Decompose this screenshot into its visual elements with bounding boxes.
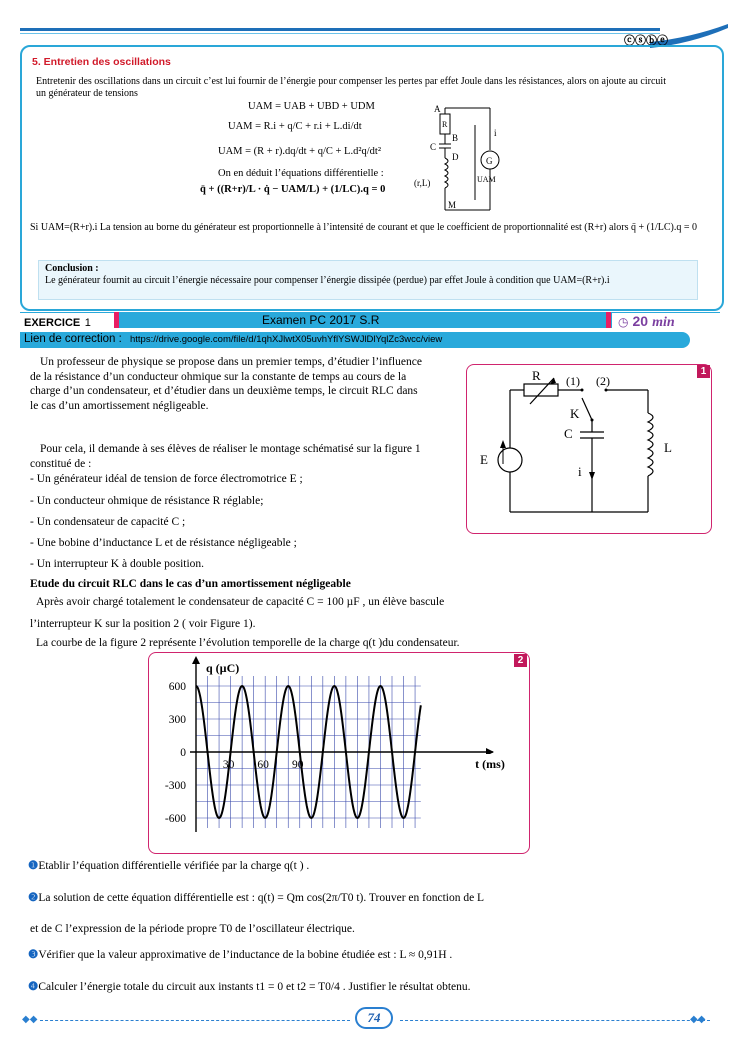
footer-ornament-right: ◆◆ <box>690 1014 706 1025</box>
fig1-label-R: R <box>532 368 541 383</box>
statement-paragraph-5: La courbe de la figure 2 représente l’évolution temporelle de la charge q(t )du condensateur. <box>36 637 460 649</box>
question-2 <box>28 891 484 905</box>
statement-paragraph-1: Un professeur de physique se propose dans un premier temps, d’étudier l’influence de la résistance d’un conducteur ohmique sur la constante de temps au cours de la charge d’un condensateur, et d’étudier dans un deuxième temps, le circuit RLC dans le cas d’un amortissement négligeable. <box>30 356 422 412</box>
question-2-number: ❷ <box>28 892 39 904</box>
correction-link-label: Lien de correction : <box>24 333 122 345</box>
equation-1: UAM = UAB + UBD + UDM <box>248 101 375 112</box>
question-1-text: Etablir l’équation différentielle vérifiée par la charge q(t ) . <box>38 860 310 872</box>
fig1-label-K: K <box>570 406 580 421</box>
conclusion-box <box>38 260 698 300</box>
page-number-badge <box>355 1007 393 1029</box>
circuit-label-M: M <box>448 200 457 210</box>
component-item-5: - Un interrupteur K à double position. <box>30 558 205 570</box>
circuit-label-rL: (r,L) <box>414 178 431 188</box>
y-tick-label: 600 <box>168 681 186 693</box>
exercise-marker-left <box>114 312 119 328</box>
section-intro: Entretenir des oscillations dans un circuit c’est lui fournir de l’énergie pour compenser les pertes par effet Joule dans les résistances, alors on ajoute au circuit un générateur de tensions <box>36 76 666 99</box>
rlc-generator-circuit <box>410 100 530 215</box>
question-4-text: Calculer l’énergie totale du circuit aux instants t1 = 0 et t2 = T0/4 . Justifier le résultat obtenu. <box>38 981 471 993</box>
question-2-text: La solution de cette équation différentielle est : q(t) = Qm cos(2π/T0 t). Trouver en fonction de L <box>38 892 485 904</box>
figure-1-circuit <box>470 368 700 528</box>
fig1-label-E: E <box>480 452 488 467</box>
fig1-label-i: i <box>578 464 582 479</box>
page-number: 74 <box>367 1010 381 1025</box>
y-tick-label: -300 <box>164 780 186 792</box>
component-item-4: - Une bobine d’inductance L et de résistance négligeable ; <box>30 537 297 549</box>
fig1-label-pos1: (1) <box>566 374 580 388</box>
question-4-number: ❹ <box>28 981 39 993</box>
statement-paragraph-3: Après avoir chargé totalement le condensateur de capacité C = 100 µF , un élève bascule <box>36 596 445 608</box>
y-axis-label: q (µC) <box>206 661 240 675</box>
y-tick-label: 0 <box>180 747 186 759</box>
circuit-label-C: C <box>430 142 437 152</box>
footer-rule-left <box>40 1020 350 1021</box>
equation-2: UAM = R.i + q/C + r.i + L.di/dt <box>228 121 362 132</box>
circuit-label-G: G <box>486 156 493 166</box>
header-rule <box>20 28 660 31</box>
figure-1-badge: 1 <box>697 365 710 378</box>
statement-paragraph-2: Pour cela, il demande à ses élèves de réaliser le montage schématisé sur la figure 1 constitué de : <box>30 443 421 470</box>
component-item-3: - Un condensateur de capacité C ; <box>30 516 186 528</box>
circuit-label-A: A <box>434 104 441 114</box>
question-2b-text: et de C l’expression de la période propre T0 de l’oscillateur électrique. <box>30 923 355 935</box>
question-4 <box>28 980 471 994</box>
exam-title: Examen PC 2017 S.R <box>262 313 380 327</box>
question-2-continued <box>30 922 355 936</box>
y-tick-label: -600 <box>164 813 186 825</box>
footer-rule-right <box>400 1020 710 1021</box>
equation-4: q̈ + ((R+r)/L · q̇ − UAM/L) + (1/LC).q = 0 <box>200 184 386 195</box>
clock-icon: ◷ <box>618 315 629 329</box>
question-3 <box>28 948 452 962</box>
fig1-label-C: C <box>564 426 573 441</box>
exercise-number: 1 <box>84 317 91 329</box>
duration-box <box>612 312 720 328</box>
circuit-label-i: i <box>494 128 497 138</box>
fig1-label-L: L <box>664 440 672 455</box>
equation-3: UAM = (R + r).dq/dt + q/C + L.d²q/dt² <box>218 146 381 157</box>
question-3-number: ❸ <box>28 949 39 961</box>
duration-value: 20 <box>632 313 649 329</box>
deduce-text: On en déduit l’équations différentielle : <box>218 168 384 179</box>
question-3-text: Vérifier que la valeur approximative de l’inductance de la bobine étudiée est : L ≈ 0,91H . <box>38 949 453 961</box>
statement-paragraph-4: l’interrupteur K sur la position 2 ( voir Figure 1). <box>30 618 256 630</box>
circuit-label-B: B <box>452 133 459 143</box>
question-1-number: ❶ <box>28 860 39 872</box>
x-axis-label: t (ms) <box>475 757 505 771</box>
circuit-label-UAM: UAM <box>477 175 496 184</box>
conclusion-title: Conclusion : <box>45 263 99 274</box>
footer-ornament-left: ◆◆ <box>22 1014 38 1025</box>
y-axis-arrow <box>192 656 200 664</box>
study-subtitle: Etude du circuit RLC dans le cas d’un amortissement négligeable <box>30 578 351 590</box>
circuit-label-R: R <box>442 120 448 129</box>
circuit-label-D: D <box>452 152 459 162</box>
condition-text: Si UAM=(R+r).i La tension au borne du générateur est proportionnelle à l’intensité de courant et que le coefficient de proportionnalité est (R+r) alors q̈ + (1/LC).q = 0 <box>30 222 697 233</box>
fig1-label-pos2: (2) <box>596 374 610 388</box>
conclusion-text: Le générateur fournit au circuit l’énergie nécessaire pour compenser l’énergie dissipée (perdue) par effet Joule à condition que UAM=(R+r).i <box>45 274 610 286</box>
correction-link[interactable]: https://drive.google.com/file/d/1qhXJlwtX05uvhYflYSWJlDlYqlZc3wcc/view <box>130 334 443 345</box>
section-title: 5. Entretien des oscillations <box>32 56 171 68</box>
component-item-1: - Un générateur idéal de tension de force électromotrice E ; <box>30 473 303 485</box>
exercise-marker-right <box>606 312 611 328</box>
question-1 <box>28 859 309 873</box>
figure-2-badge: 2 <box>514 654 527 667</box>
x-tick-label: 90 <box>292 759 304 771</box>
x-tick-label: 60 <box>257 759 269 771</box>
x-tick-label: 30 <box>222 759 235 771</box>
exercise-label-box <box>20 312 118 328</box>
y-tick-label: 300 <box>168 714 186 726</box>
header-rule-light <box>20 33 660 34</box>
cc-license-badge: ⓒⓢⓑⓔ <box>624 34 668 47</box>
exercise-label: EXERCICE <box>24 317 81 329</box>
duration-unit: min <box>652 315 675 330</box>
component-item-2: - Un conducteur ohmique de résistance R réglable; <box>30 495 264 507</box>
charge-vs-time-chart <box>150 654 526 850</box>
